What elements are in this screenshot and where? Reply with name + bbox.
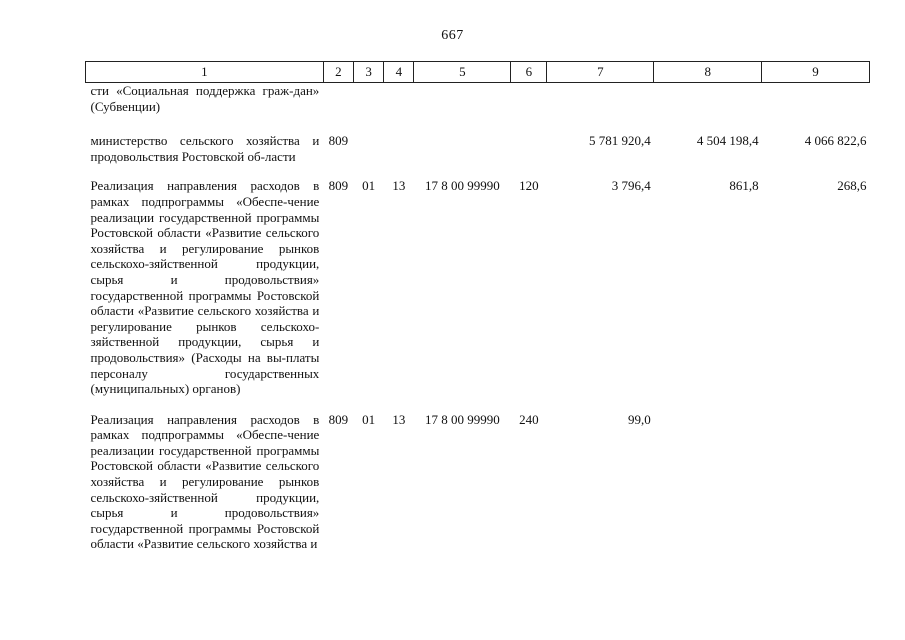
cell-target-article: 17 8 00 99990 (424, 411, 500, 427)
cell-ministry-code (323, 83, 353, 134)
cell-amount-7: 5 781 920,4 (589, 133, 651, 149)
header-cell: 7 (547, 62, 654, 83)
cell-amount-8 (654, 412, 762, 552)
budget-table (85, 61, 870, 552)
table-row (86, 133, 870, 178)
page-number: 667 (441, 28, 464, 43)
cell-subsection (384, 83, 414, 134)
cell-ministry-code: 809 (328, 133, 349, 149)
cell-subsection: 13 (392, 178, 406, 194)
cell-section (354, 133, 384, 178)
cell-section: 01 (362, 411, 376, 427)
cell-target-article (414, 133, 511, 178)
cell-expense-type (511, 83, 547, 134)
header-cell: 3 (354, 62, 384, 83)
cell-target-article (414, 83, 511, 134)
cell-ministry-code: 809 (328, 178, 349, 194)
cell-amount-9 (762, 83, 870, 134)
row-description: Реализация направления расходов в рамках подпрограммы «Обеспе-чение реализации государственной программы Ростовской области «Развитие сельского хозяйства и регулирование рынков сельскохо-зяйственной продукции, сырья и продовольствия» государственной программы Ростовской области «Развитие сельского хозяйства и (90, 411, 320, 552)
table-header-row (86, 62, 870, 83)
cell-target-article: 17 8 00 99990 (424, 178, 500, 194)
cell-ministry-code: 809 (328, 411, 349, 427)
header-cell: 2 (323, 62, 353, 83)
header-cell: 8 (654, 62, 762, 83)
cell-section: 01 (362, 178, 376, 194)
cell-section (354, 83, 384, 134)
header-cell: 5 (414, 62, 511, 83)
row-description: сти «Социальная поддержка граж-дан» (Субвенции) (90, 83, 320, 114)
cell-amount-8: 861,8 (729, 178, 759, 194)
row-description: министерство сельского хозяйства и продовольствия Ростовской об-ласти (90, 133, 320, 164)
cell-expense-type (511, 133, 547, 178)
cell-amount-9 (762, 412, 870, 552)
header-cell: 1 (86, 62, 324, 83)
cell-amount-7: 3 796,4 (611, 178, 651, 194)
header-cell: 4 (384, 62, 414, 83)
cell-amount-7: 99,0 (628, 411, 651, 427)
cell-amount-8 (654, 83, 762, 134)
table-row (86, 83, 870, 134)
cell-amount-9: 268,6 (837, 178, 867, 194)
table-row (86, 412, 870, 552)
header-cell: 6 (511, 62, 547, 83)
cell-subsection: 13 (392, 411, 406, 427)
table-row (86, 178, 870, 411)
cell-expense-type: 240 (519, 411, 539, 427)
row-description: Реализация направления расходов в рамках подпрограммы «Обеспе-чение реализации государственной программы Ростовской области «Развитие сельского хозяйства и регулирование рынков сельскохо-зяйственной продукции, сырья и продовольствия» государственной программы Ростовской области «Развитие сельского хозяйства и регулирование рынков сельскохо-зяйственной продукции, сырья и продовольствия» (Расходы на вы-платы персоналу государственных (муниципальных) органов) (90, 178, 320, 397)
header-cell: 9 (762, 62, 870, 83)
cell-amount-7 (547, 83, 654, 134)
cell-amount-8: 4 504 198,4 (696, 133, 759, 149)
cell-amount-9: 4 066 822,6 (804, 133, 867, 149)
cell-expense-type: 120 (519, 178, 539, 194)
cell-subsection (384, 133, 414, 178)
